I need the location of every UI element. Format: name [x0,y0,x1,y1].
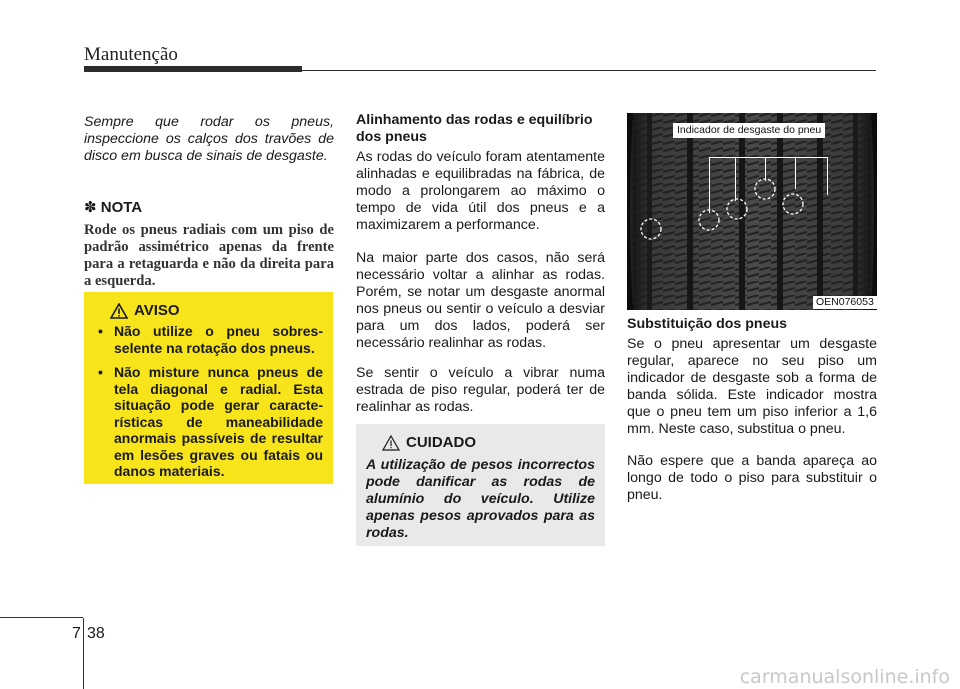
alinhamento-paragraph-1: As rodas do veículo foram atentamente alinhadas e equilibradas na fábrica, de modo a prolongarem ao máximo o tempo de vida útil dos pneus e a maximizarem a performance. [356,149,605,233]
alinhamento-paragraph-3: Se sentir o veículo a vibrar numa estrada de piso regular, poderá ter de realinhar as rodas. [356,365,605,415]
aviso-item: • Não utilize o pneu sobres- selente na rotação dos pneus. [94,323,323,356]
header-rule-thick [84,66,302,72]
substituicao-heading: Substituição dos pneus [627,316,788,332]
nota-paragraph: Rode os pneus radiais com um piso de padrão assimétrico apenas da frente para a retaguarda e não da direita para a esquerda. [84,222,334,289]
nota-title: NOTA [100,199,143,216]
cuidado-heading [382,434,595,451]
cuidado-caution-box [356,424,605,546]
aviso-heading [110,302,323,319]
caution-triangle-icon [382,435,400,451]
substituicao-paragraph-2: Não espere que a banda apareça ao longo de todo o piso para substituir o pneu. [627,453,877,503]
asterisk-icon: ✽ [84,199,97,216]
aviso-warning-box [84,292,333,484]
tire-tread-illustration [627,113,877,310]
alinhamento-paragraph-2: Na maior parte dos casos, não será necessário voltar a alinhar as rodas. Porém, se notar um desgaste anormal nos pneus ou sentir o veículo a desviar para um dos lados, poderá ser necessário realinhar as rodas. [356,250,605,351]
tire-wear-figure [627,113,877,310]
intro-paragraph: Sempre que rodar os pneus, inspeccione os calços dos travões de disco em busca de sinais de desgaste. [84,114,334,164]
warning-triangle-icon [110,303,128,319]
alinhamento-heading: Alinhamento das rodas e equilíbrio dos pneus [356,112,593,145]
page-number: 38 [87,625,105,642]
cuidado-title: CUIDADO [406,434,476,451]
footer-rule-vertical [83,618,84,689]
chapter-number: 7 [72,625,81,642]
header-rule-thin [302,70,876,71]
substituicao-paragraph-1: Se o pneu apresentar um desgaste regular, aparece no seu piso um indicador de desgaste sob a forma de banda sólida. Este indicador mostra que o pneu tem um piso inferior a 1,6 mm. Neste caso, substitua o pneu. [627,336,877,437]
aviso-item: • Não misture nunca pneus de tela diagonal e radial. Esta situação pode gerar caracte- rísticas de maneabilidade anormais passíveis de resultar em lesões graves ou fatais ou danos materiais. [94,364,323,480]
figure-code: OEN076053 [813,296,877,309]
watermark: carmanualsonline.info [739,666,950,688]
nota-heading [84,198,334,216]
aviso-title: AVISO [134,302,180,319]
wear-indicator-callout: Indicador de desgaste do pneu [673,123,825,138]
aviso-list [94,323,323,480]
footer-rule-horizontal [0,617,83,618]
section-title: Manutenção [84,44,178,65]
cuidado-paragraph: A utilização de pesos incorrectos pode danificar as rodas de alumínio do veículo. Utilize apenas pesos aprovados para as rodas. [366,457,595,541]
